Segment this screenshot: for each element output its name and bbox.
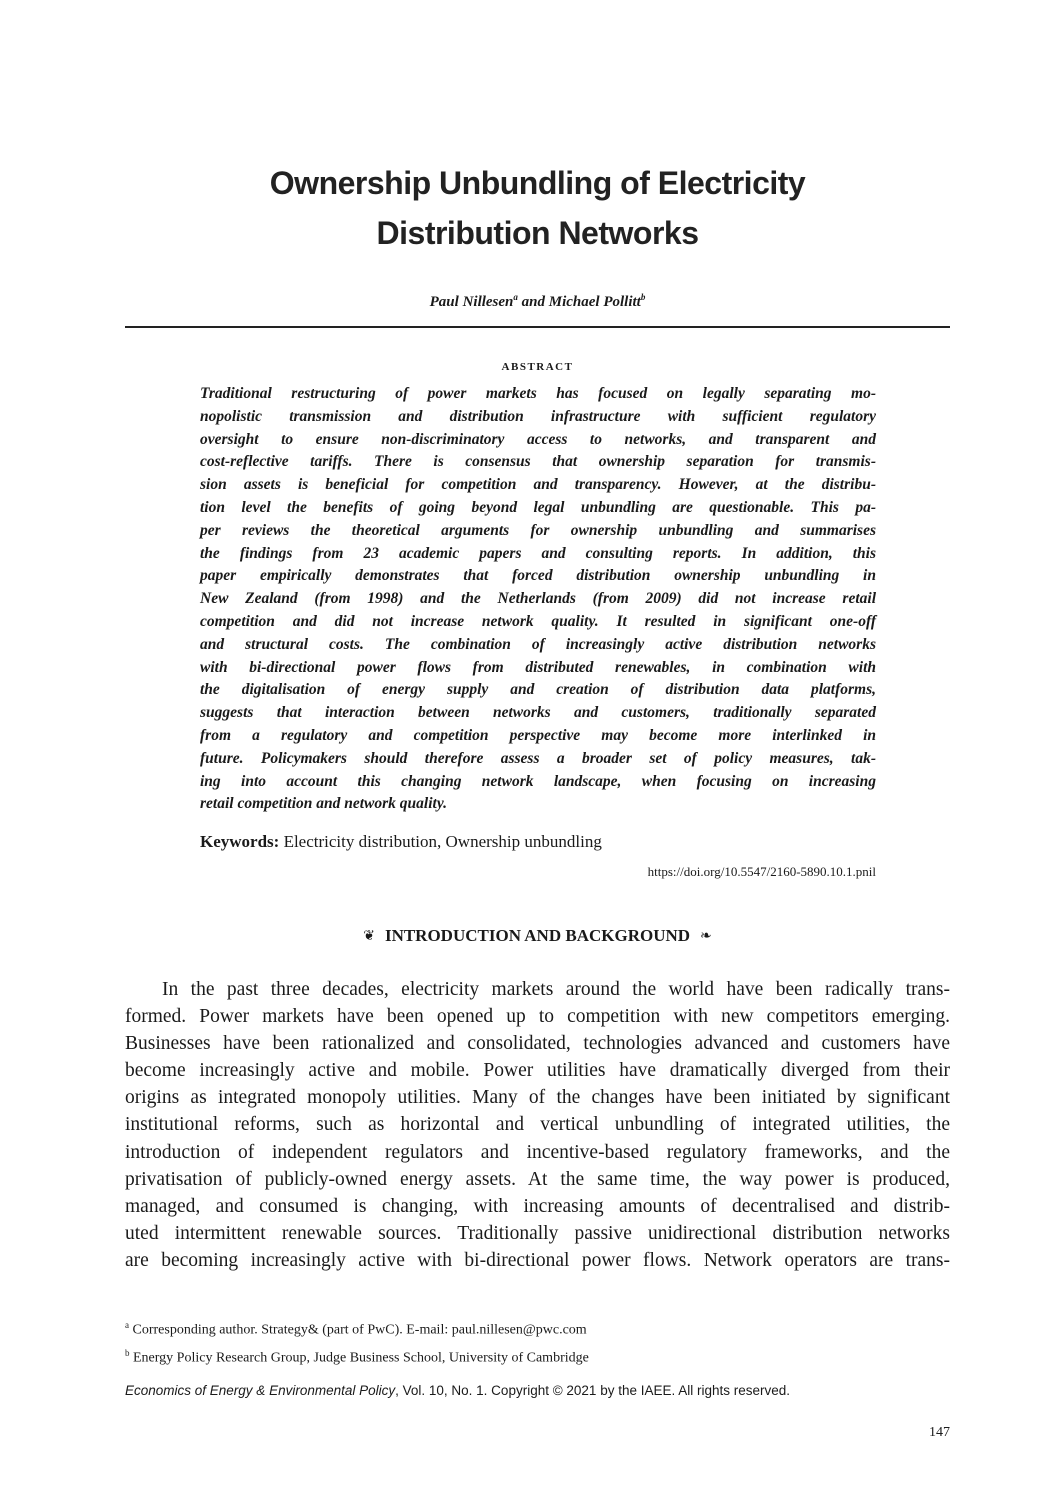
abstract-line: Traditional restructuring of power markets has focused on legally separating mo-: [200, 385, 876, 402]
abstract-text: [200, 383, 876, 816]
affiliation-mark: b: [640, 292, 646, 302]
keywords-value: Electricity distribution, Ownership unbundling: [283, 832, 602, 851]
author-name: Paul Nillesen: [429, 294, 514, 310]
abstract-line: tion level the benefits of going beyond legal unbundling are questionable. This pa-: [200, 498, 876, 516]
footnote-mark: b: [125, 1347, 130, 1358]
section-title: INTRODUCTION AND BACKGROUND: [384, 926, 691, 945]
abstract-line: suggests that interaction between networks and customers, traditionally separated: [200, 704, 876, 722]
page-number: 147: [929, 1425, 950, 1440]
abstract-line: with bi-directional power flows from distributed renewables, in combination with: [200, 658, 876, 676]
body-line: are becoming increasingly active with bi-directional power flows. Network operators are trans-: [125, 1249, 950, 1271]
affiliation-mark: a: [513, 292, 518, 302]
body-line: institutional reforms, such as horizontal and vertical unbundling of integrated utilities, the: [125, 1114, 950, 1136]
author-list: [125, 292, 950, 311]
abstract-line: and structural costs. The combination of increasingly active distribution networks: [200, 635, 876, 653]
journal-name: Economics of Energy & Environmental Policy: [125, 1383, 396, 1398]
footnote-text: Corresponding author. Strategy& (part of PwC). E-mail: paul.nillesen@pwc.com: [132, 1322, 587, 1338]
leaf-ornament-icon: ❧: [700, 928, 712, 944]
abstract-line: retail competition and network quality.: [200, 795, 448, 813]
doi-link[interactable]: https://doi.org/10.5547/2160-5890.10.1.pnil: [647, 864, 876, 879]
abstract-line: from a regulatory and competition perspective may become more interlinked in: [200, 726, 876, 744]
footnotes: [125, 1314, 589, 1369]
paper-title: [125, 158, 950, 258]
section-heading: [125, 926, 950, 946]
abstract-line: per reviews the theoretical arguments for ownership unbundling and summarises: [200, 521, 876, 539]
body-line: become increasingly active and mobile. Power utilities have dramatically diverged from their: [125, 1060, 950, 1082]
footnote: [125, 1314, 589, 1342]
title-line: Ownership Unbundling of Electricity: [269, 165, 806, 201]
body-line: In the past three decades, electricity markets around the world have been radically trans-: [162, 979, 950, 1000]
body-line: introduction of independent regulators and incentive-based regulatory frameworks, and the: [125, 1141, 950, 1163]
abstract-heading: ABSTRACT: [501, 361, 574, 373]
abstract-line: paper empirically demonstrates that forced distribution ownership unbundling in: [200, 567, 876, 585]
abstract-line: competition and did not increase network quality. It resulted in significant one-off: [200, 612, 876, 630]
body-line: Businesses have been rationalized and consolidated, technologies advanced and customers have: [125, 1033, 950, 1055]
body-line: origins as integrated monopoly utilities. Many of the changes have been initiated by significant: [125, 1087, 950, 1109]
abstract-line: ing into account this changing network landscape, when focusing on increasing: [200, 772, 876, 790]
journal-citation: [125, 1383, 790, 1398]
keywords: [200, 832, 602, 852]
abstract-line: nopolistic transmission and distribution infrastructure with sufficient regulatory: [200, 407, 876, 425]
keywords-label: Keywords:: [200, 832, 280, 851]
body-line: managed, and consumed is changing, with increasing amounts of decentralised and distrib-: [125, 1195, 950, 1217]
abstract-line: New Zealand (from 1998) and the Netherlands (from 2009) did not increase retail: [200, 590, 876, 608]
footnote-text: Energy Policy Research Group, Judge Business School, University of Cambridge: [133, 1350, 589, 1366]
author-name: Michael Pollitt: [548, 294, 641, 310]
footnote: [125, 1342, 589, 1370]
footnote-mark: a: [125, 1320, 129, 1330]
abstract-line: cost-reflective tariffs. There is consensus that ownership separation for transmis-: [200, 453, 876, 471]
abstract-line: future. Policymakers should therefore assess a broader set of policy measures, tak-: [200, 749, 876, 767]
body-line: uted intermittent renewable sources. Traditionally passive unidirectional distribution networks: [125, 1222, 950, 1244]
body-paragraph: [125, 976, 950, 1274]
title-line: Distribution Networks: [376, 215, 699, 251]
abstract-line: the findings from 23 academic papers and consulting reports. In addition, this: [200, 544, 876, 562]
body-line: privatisation of publicly-owned energy assets. At the same time, the way power is produced,: [125, 1168, 950, 1190]
leaf-ornament-icon: ❦: [363, 928, 375, 944]
header-divider: [125, 326, 950, 328]
abstract-line: sion assets is beneficial for competition and transparency. However, at the distribu-: [200, 476, 876, 494]
author-conjunction: and: [521, 294, 545, 310]
abstract-line: oversight to ensure non-discriminatory access to networks, and transparent and: [200, 430, 876, 448]
body-line: formed. Power markets have been opened up to competition with new competitors emerging.: [125, 1006, 950, 1028]
citation-details: , Vol. 10, No. 1. Copyright © 2021 by the IAEE. All rights reserved.: [395, 1383, 791, 1398]
abstract-line: the digitalisation of energy supply and creation of distribution data platforms,: [200, 681, 876, 699]
